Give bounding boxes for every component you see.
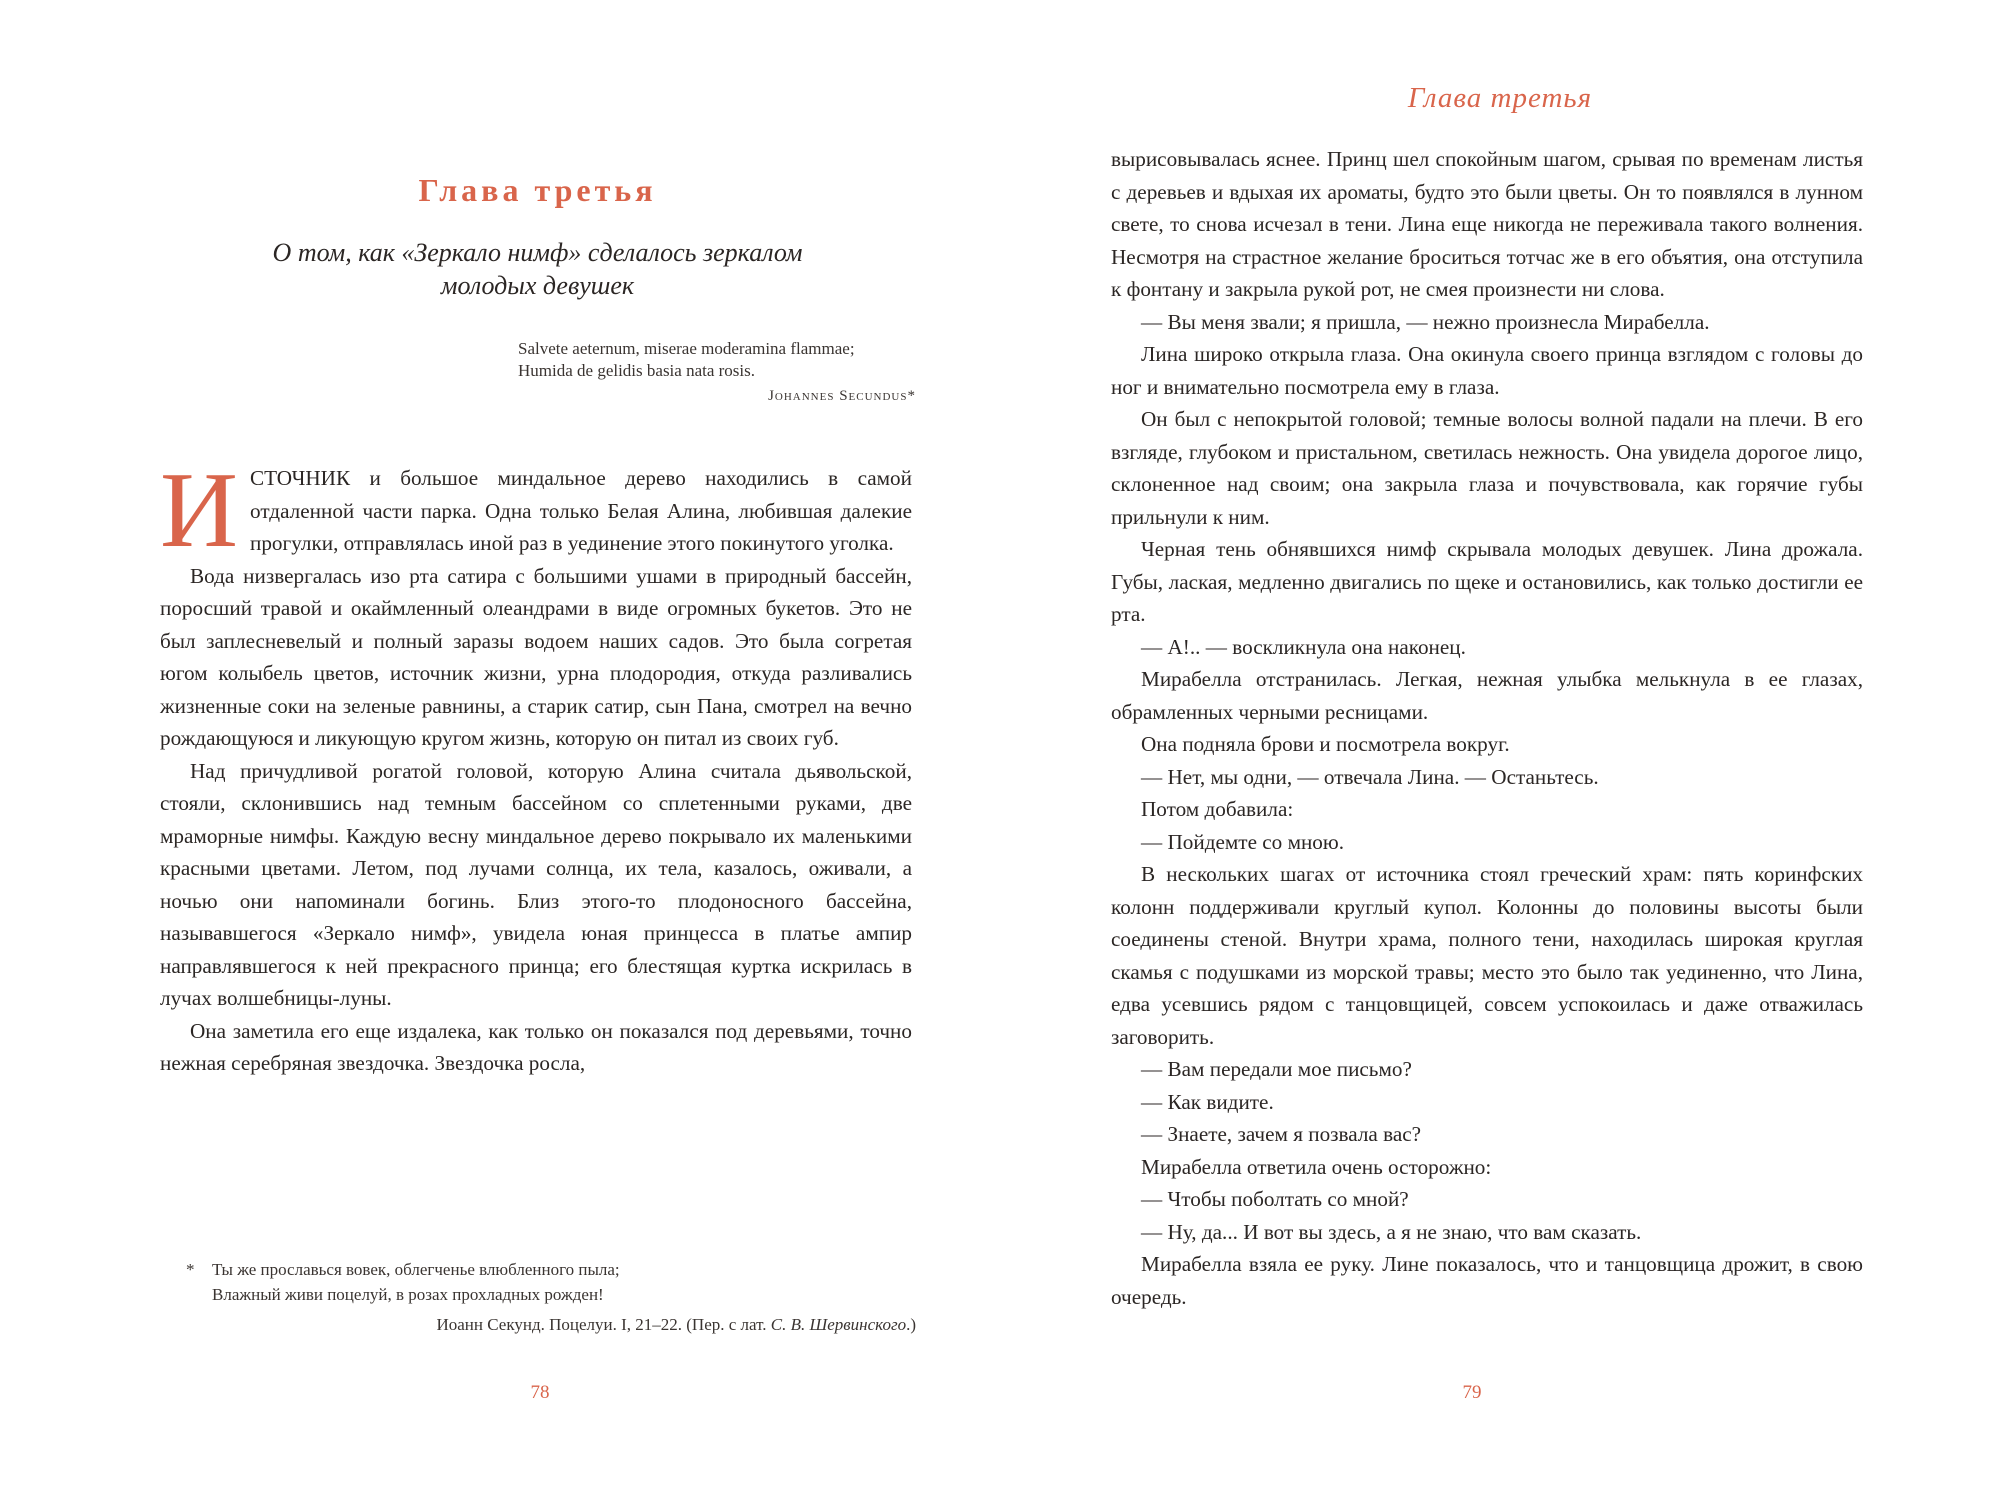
chapter-subtitle-line: О том, как «Зеркало нимф» сделалось зеркалом	[272, 238, 803, 267]
opening-paragraph-text: СТОЧНИК и большое миндальное дерево находились в самой отдаленной части парка. Одна только Белая Алина, любившая далекие прогулки, отправлялась иной раз в уединение этого покинутого уголка.	[250, 466, 912, 555]
paragraph: — Ну, да... И вот вы здесь, а я не знаю, что вам сказать.	[1141, 1219, 1642, 1244]
paragraph: — Как видите.	[1141, 1089, 1274, 1114]
page-number: 78	[530, 1382, 550, 1403]
paragraph: — Вам передали мое письмо?	[1141, 1057, 1412, 1081]
paragraph: Мирабелла ответила очень осторожно:	[1141, 1154, 1492, 1179]
epigraph-line: Humida de gelidis basia nata rosis.	[518, 361, 756, 380]
chapter-subtitle-line: молодых девушек	[440, 271, 635, 300]
epigraph	[518, 338, 918, 382]
paragraph: — Знаете, зачем я позвала вас?	[1141, 1122, 1422, 1146]
footnote-line: Влажный живи поцелуй, в розах прохладных рожден!	[212, 1285, 604, 1304]
paragraph: Над причудливой рогатой головой, которую Алина считала дьявольской, стояли, склонившись над темным бассейном со сплетенными руками, две мраморные нимфы. Каждую весну миндальное дерево покрывало их маленькими красными цветами. Летом, под лучами солнца, их тела, казалось, оживали, а ночью они напоминали богинь. Близ этого-то плодоносного бассейна, называвшегося «Зеркало нимф», увидела юная принцесса в платье ампир направлявшегося к ней прекрасного принца; его блестящая куртка искрилась в лучах волшебницы-луны.	[160, 758, 912, 1010]
paragraph: — Вы меня звали; я пришла, — нежно произнесла Мирабелла.	[1141, 309, 1710, 334]
footnote-source-suffix: .)	[906, 1315, 916, 1334]
epigraph-author: Johannes Secundus*	[768, 388, 916, 404]
paragraph: Она подняла брови и посмотрела вокруг.	[1141, 732, 1510, 756]
paragraph: Вода низвергалась изо рта сатира с большими ушами в природный бассейн, поросший травой и окаймленный олеандрами в виде огромных букетов. Это не был заплесневелый и полный заразы водоем наших садов. Это была согретая югом колыбель цветов, источник жизни, урна плодородия, откуда разливались жизненные соки на зеленые равнины, а старик сатир, сын Пана, смотрел на вечно рождающуюся и ликующую кругом жизнь, которую он питал из своих губ.	[160, 563, 912, 750]
paragraph: В нескольких шагах от источника стоял греческий храм: пять коринфских колонн поддерживали круглый купол. Колонны до половины высоты были соединены стеной. Внутри храма, полного тени, находилась широкая круглая скамья с подушками из морской травы; место это было так уединенно, что Лина, едва усевшись рядом с танцовщицей, совсем успокоилась и даже отважилась заговорить.	[1111, 862, 1863, 1049]
continuation-paragraph: вырисовывалась яснее. Принц шел спокойным шагом, срывая по временам листья с деревьев и вдыхая их ароматы, будто это были цветы. Он то появлялся в лунном свете, то снова исчезал в тени. Лина еще никогда не переживала такого волнения. Несмотря на страстное желание броситься тотчас же в его объятия, она отступила к фонтану и закрыла рукой рот, не смея произнести ни слова.	[1111, 147, 1863, 301]
paragraph: — Нет, мы одни, — отвечала Лина. — Останьтесь.	[1141, 764, 1599, 789]
epigraph-line: Salvete aeternum, miserae moderamina flammae;	[518, 339, 855, 358]
paragraph: Она заметила его еще издалека, как только он показался под деревьями, точно нежная серебряная звездочка. Звездочка росла,	[160, 1018, 912, 1075]
paragraph: Черная тень обнявшихся нимф скрывала молодых девушек. Лина дрожала. Губы, лаская, медленно двигались по щеке и остановились, как только достигли ее рта.	[1111, 537, 1863, 626]
footnote-mark: *	[186, 1260, 195, 1279]
chapter-heading: Глава третья	[418, 172, 657, 208]
chapter-subtitle	[200, 236, 875, 302]
paragraph: Он был с непокрытой головой; темные волосы волной падали на плечи. В его взгляде, глубоком и пристальном, светилась нежность. Она увидела дорогое лицо, склоненное над своим; она закрыла глаза и почувствовала, как горячие губы прильнули к ним.	[1111, 407, 1863, 529]
paragraph: Лина широко открыла глаза. Она окинула своего принца взглядом с головы до ног и внимательно посмотрела ему в глаза.	[1111, 342, 1863, 399]
running-head: Глава третья	[1407, 82, 1593, 114]
paragraph: Мирабелла отстранилась. Легкая, нежная улыбка мелькнула в ее глазах, обрамленных черными ресницами.	[1111, 667, 1863, 724]
opening-paragraph	[160, 451, 912, 570]
paragraph: — А!.. — воскликнула она наконец.	[1141, 634, 1466, 659]
paragraph: Потом добавила:	[1141, 797, 1294, 821]
paragraph: Мирабелла взяла ее руку. Лине показалось, что и танцовщица дрожит, в свою очередь.	[1111, 1252, 1863, 1309]
dropcap: И	[160, 451, 238, 570]
right-body-text	[1111, 143, 1863, 1313]
left-body-text	[160, 451, 912, 1080]
footnote-source-prefix: Иоанн Секунд. Поцелуи. I, 21–22. (Пер. с лат.	[436, 1315, 771, 1334]
footnote	[186, 1257, 916, 1337]
footnote-line: Ты же прославься вовек, облегченье влюбленного пыла;	[212, 1260, 620, 1279]
paragraph: — Чтобы поболтать со мной?	[1141, 1187, 1409, 1211]
paragraph: — Пойдемте со мною.	[1141, 829, 1345, 854]
page-number: 79	[1462, 1382, 1482, 1403]
footnote-translator: С. В. Шервинского	[770, 1315, 907, 1334]
footnote-source	[186, 1312, 916, 1337]
right-page	[1000, 0, 2000, 1497]
